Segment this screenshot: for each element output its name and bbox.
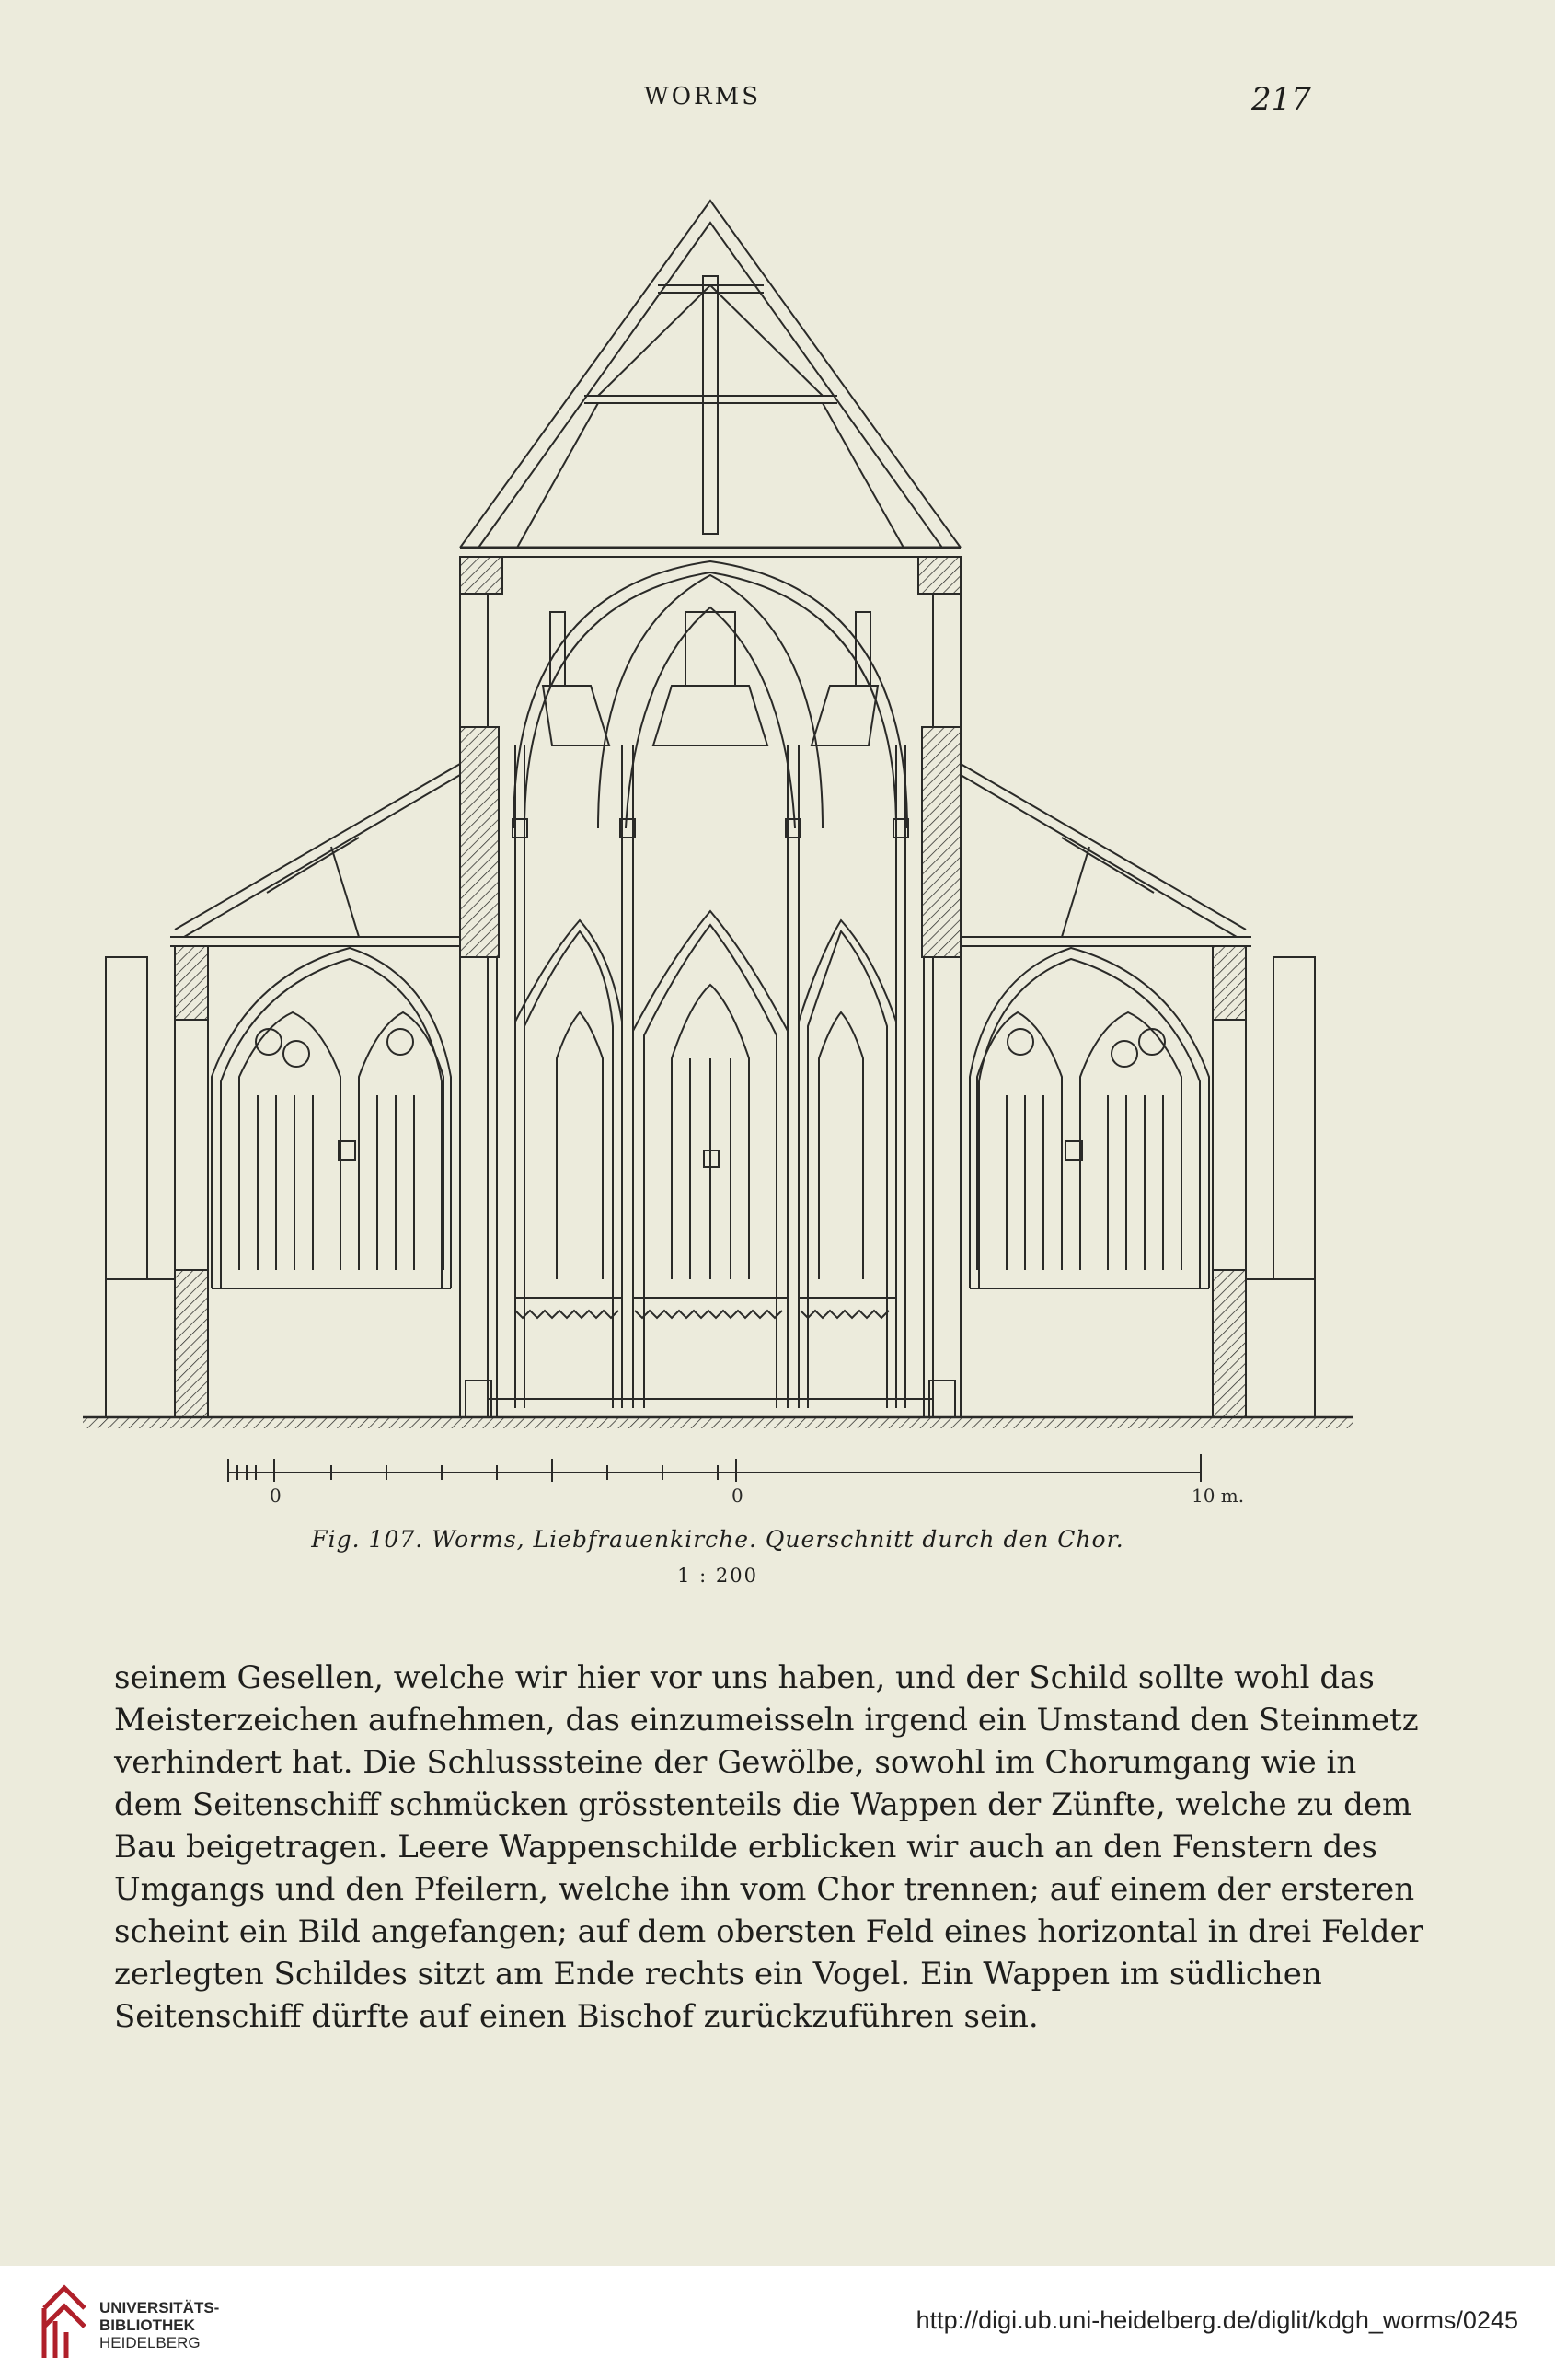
arcade-arches (515, 911, 896, 1408)
page-header (0, 83, 1555, 129)
text-line: verhindert hat. Die Schlusssteine der Gewölbe, sowohl im Chorumgang wie in (114, 1744, 1357, 1781)
text-line: Umgangs und den Pfeilern, welche ihn vom Chor trennen; auf einem der ersteren (114, 1871, 1415, 1908)
text-line: dem Seitenschiff schmücken grösstenteils die Wappen der Zünfte, welche zu dem (114, 1786, 1412, 1823)
aisle-roofs (170, 764, 1251, 946)
text-line: seinem Gesellen, welche wir hier vor uns haben, und der Schild sollte wohl das (114, 1659, 1375, 1696)
text-line: scheint ein Bild angefangen; auf dem obersten Feld eines horizontal in drei Felder (114, 1913, 1423, 1950)
running-title: WORMS (644, 83, 762, 110)
choir-cross-section-drawing (83, 193, 1353, 1519)
scale-end-label: 10 m. (1192, 1485, 1245, 1507)
text-line: Seitenschiff dürfte auf einen Bischof zurückzuführen sein. (114, 1998, 1039, 2035)
figure-scale: 1 : 200 (677, 1565, 758, 1587)
source-url-link[interactable]: http://digi.ub.uni-heidelberg.de/diglit/kdgh_worms/0245 (916, 2306, 1518, 2334)
footer-bar (0, 2266, 1555, 2380)
roof-truss (460, 201, 961, 557)
library-name-line2: BIBLIOTHEK (99, 2316, 195, 2334)
text-line: Bau beigetragen. Leere Wappenschilde erblicken wir auch an den Fenstern des (114, 1829, 1377, 1866)
central-vault (513, 561, 907, 828)
text-line: zerlegten Schildes sitzt am Ende rechts ein Vogel. Ein Wappen im südlichen (114, 1956, 1322, 1993)
ground-line (83, 1399, 1353, 1428)
right-aisle (970, 946, 1315, 1417)
body-paragraph (114, 1657, 1423, 2038)
library-name-line1: UNIVERSITÄTS- (99, 2299, 220, 2316)
text-line: Meisterzeichen aufnehmen, das einzumeisseln irgend ein Umstand den Steinmetz (114, 1702, 1419, 1739)
figure-caption: Fig. 107. Worms, Liebfrauenkirche. Querschnitt durch den Chor. (311, 1526, 1124, 1553)
library-name (99, 2299, 219, 2351)
page-number: 217 (1251, 81, 1311, 118)
library-name-line3: HEIDELBERG (99, 2334, 201, 2351)
scale-start-label: 0 (270, 1485, 282, 1507)
scale-mid-label: 0 (731, 1485, 743, 1507)
figure-cross-section (83, 193, 1353, 1519)
library-logo-icon (37, 2281, 92, 2365)
left-aisle (106, 946, 451, 1417)
scale-bar (228, 1454, 1244, 1507)
